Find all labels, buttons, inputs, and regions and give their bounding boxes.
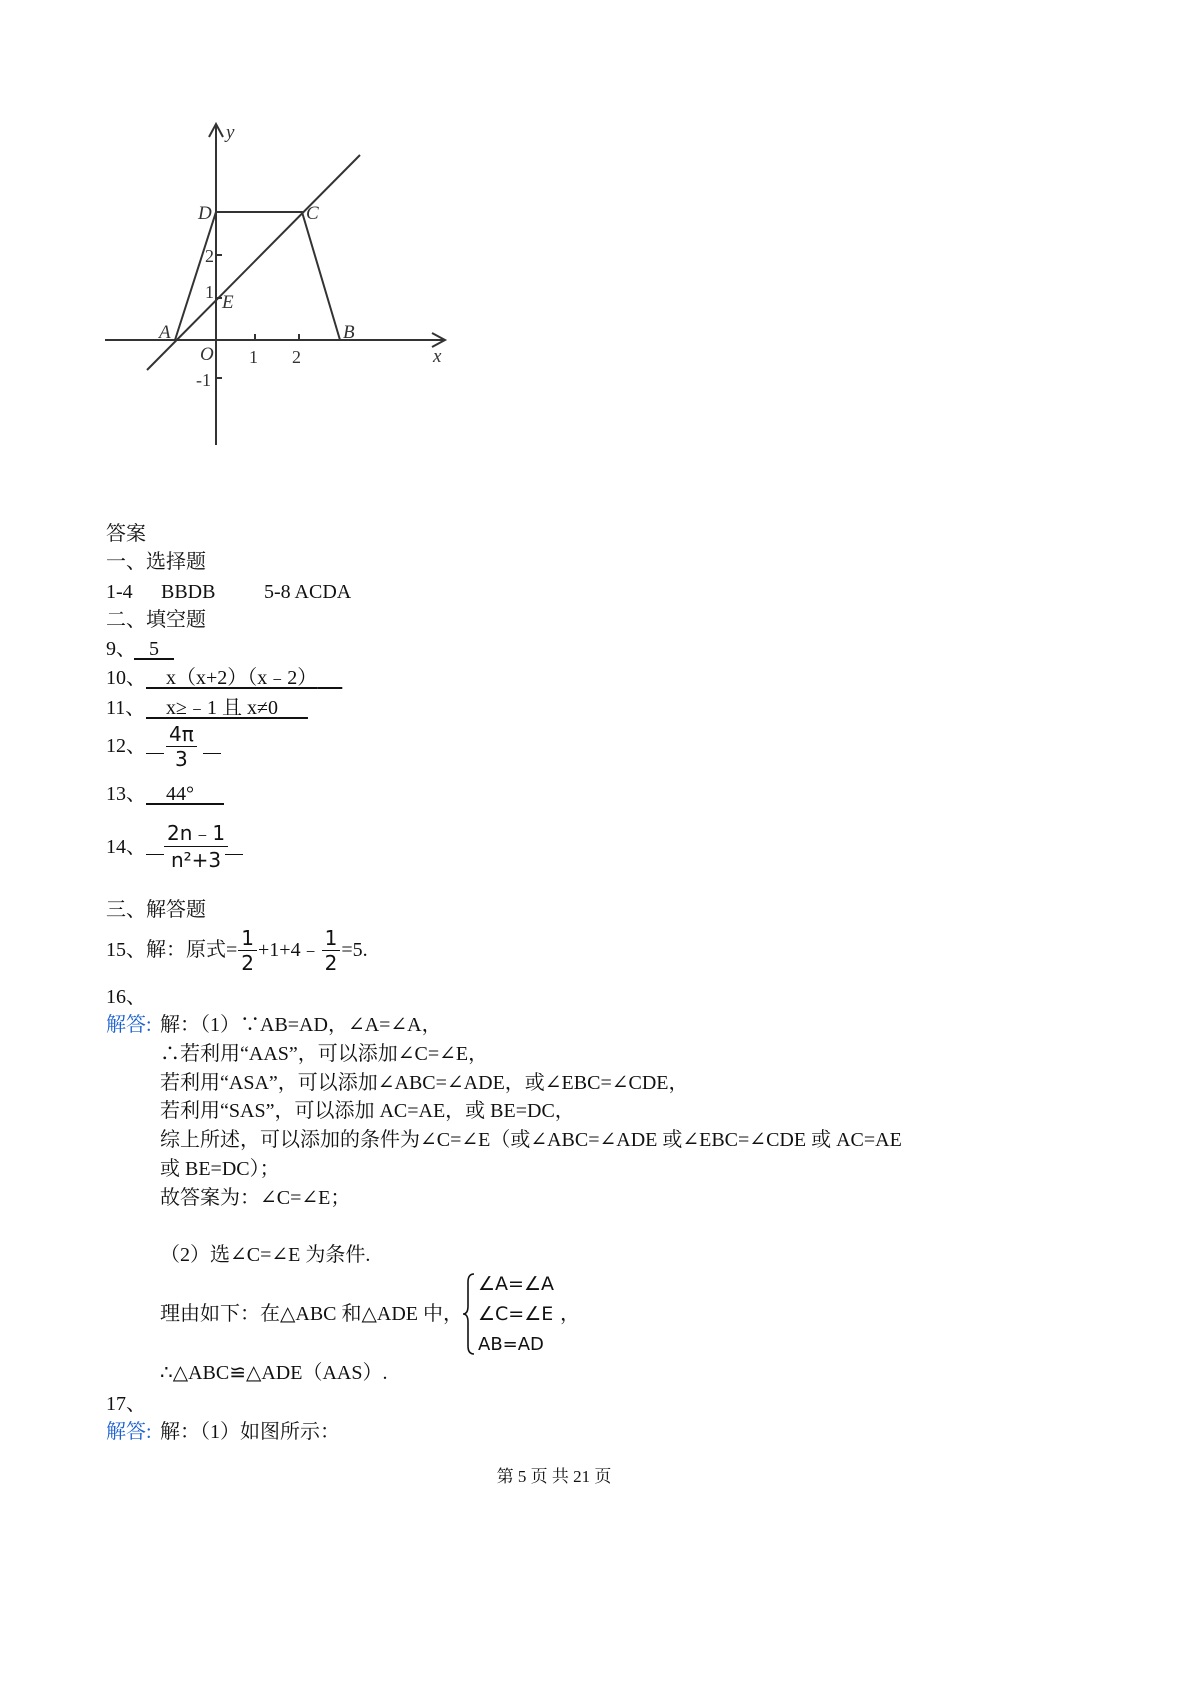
page-footer: 第 5 页 共 21 页 <box>496 1467 612 1486</box>
line-ac <box>147 155 360 370</box>
section-multiple-choice: 一、选择题 <box>106 551 206 573</box>
q10-label: 10、 <box>106 667 146 689</box>
q16-line-4: 若利用“SAS”，可以添加 AC=AE，或 BE=DC， <box>160 1100 575 1122</box>
y-tick-label-1: 1 <box>205 282 214 302</box>
point-label-d: D <box>198 203 212 224</box>
q17-jieda-label: 解答: <box>106 1421 152 1443</box>
q12-blank-right <box>203 753 221 754</box>
q16-line-3: 若利用“ASA”，可以添加∠ABC=∠ADE，或∠EBC=∠CDE， <box>160 1072 689 1094</box>
q16-line-2: ∴若利用“AAS”，可以添加∠C=∠E， <box>160 1043 489 1065</box>
q12-numerator: 4π <box>166 722 197 747</box>
q14-blank-left <box>146 854 164 855</box>
q9-answer-text: 5 <box>149 638 159 660</box>
q16-label: 16、 <box>106 986 146 1008</box>
q16-conclusion: ∴△ABC≌△ADE（AAS）. <box>160 1362 388 1384</box>
q16-line-1: 解：（1）∵AB=AD，∠A=∠A， <box>160 1014 442 1036</box>
q16-jieda-label: 解答: <box>106 1014 152 1036</box>
point-label-b: B <box>343 322 355 343</box>
q16-line-6: 或 BE=DC）； <box>160 1158 280 1180</box>
q16-line-8: （2）选∠C=∠E 为条件. <box>160 1244 371 1266</box>
q16-condition-1: ∠A=∠A <box>478 1273 554 1295</box>
trapezoid-abcd <box>175 212 340 340</box>
q9-label: 9、 <box>106 638 136 660</box>
q14-label: 14、 <box>106 836 146 858</box>
mc-range-1-4: 1-4 <box>106 581 133 603</box>
q9-answer <box>134 637 174 661</box>
q16-line-9: 理由如下：在△ABC 和△ADE 中， <box>160 1303 463 1325</box>
answers-title: 答案 <box>106 523 146 545</box>
q16-condition-2: ∠C=∠E <box>478 1303 554 1325</box>
q13-answer <box>146 782 224 806</box>
section-fill-blank: 二、填空题 <box>106 609 206 631</box>
axis-label-y: y <box>226 122 235 143</box>
point-label-a: A <box>159 322 171 343</box>
y-tick-label-2: 2 <box>205 246 214 266</box>
y-tick-label-neg1: -1 <box>196 370 211 390</box>
q12-blank-left <box>146 753 164 754</box>
q16-line-5: 综上所述，可以添加的条件为∠C=∠E（或∠ABC=∠ADE 或∠EBC=∠CDE 或 AC=AE <box>160 1129 902 1151</box>
q15-denominator-1: 2 <box>241 950 255 975</box>
point-label-e: E <box>222 292 234 313</box>
q15-numerator-1: 1 <box>238 926 257 951</box>
axis-label-x: x <box>433 346 442 367</box>
coordinate-figure <box>100 120 460 460</box>
q12-fraction <box>166 722 197 771</box>
mc-answers-5-8: 5-8 ACDA <box>264 581 352 603</box>
origin-label: O <box>200 344 214 365</box>
q16-line-7: 故答案为：∠C=∠E； <box>160 1187 351 1209</box>
q15-numerator-2: 1 <box>322 926 341 951</box>
q16-condition-3: AB=AD <box>478 1334 544 1355</box>
q15-denominator-2: 2 <box>324 950 338 975</box>
q16-left-brace <box>462 1272 476 1356</box>
q11-label: 11、 <box>106 697 146 719</box>
q15-fraction-1 <box>238 926 257 975</box>
q15-middle: +1+4﹣ <box>258 939 321 961</box>
x-tick-label-2: 2 <box>292 347 301 367</box>
q15-fraction-2 <box>322 926 341 975</box>
q11-answer-text: x≥﹣1 且 x≠0 <box>166 697 278 719</box>
section-solutions: 三、解答题 <box>106 899 206 921</box>
q16-condition-comma: ， <box>560 1303 580 1325</box>
q11-answer <box>146 696 308 720</box>
q12-denominator: 3 <box>175 747 188 771</box>
q15-prefix: 15、解：原式= <box>106 939 238 961</box>
q13-answer-text: 44° <box>166 783 194 805</box>
q14-numerator: 2n﹣1 <box>164 820 228 847</box>
q13-label: 13、 <box>106 783 146 805</box>
point-label-c: C <box>306 203 319 224</box>
q15-line <box>106 924 368 976</box>
x-tick-label-1: 1 <box>249 347 258 367</box>
q14-blank-right <box>225 854 243 855</box>
q17-line-1: 解：（1）如图所示： <box>160 1421 340 1443</box>
q17-label: 17、 <box>106 1393 146 1415</box>
q10-answer <box>146 666 342 690</box>
q14-fraction <box>164 820 228 873</box>
mc-answers-1-4: BBDB <box>161 581 216 603</box>
q12-label: 12、 <box>106 735 146 757</box>
q10-answer-text: x（x+2）（x﹣2） <box>166 667 318 689</box>
q14-denominator: n²+3 <box>170 848 222 872</box>
q15-suffix: =5. <box>341 939 368 961</box>
